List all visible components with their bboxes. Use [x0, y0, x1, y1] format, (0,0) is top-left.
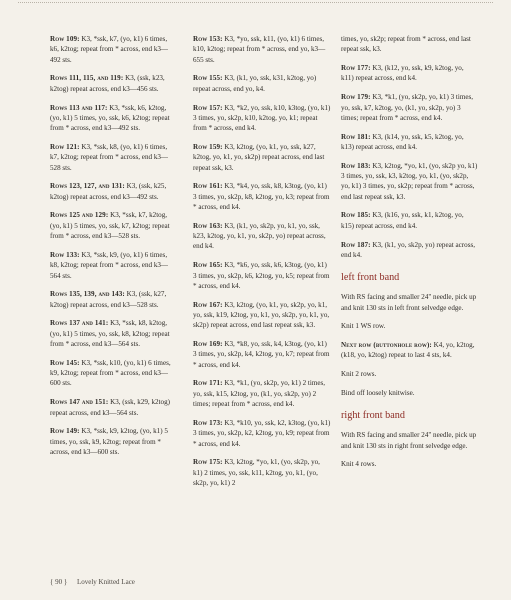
row-label: Row 181: — [341, 132, 371, 141]
column-3-pre — [341, 34, 478, 260]
section-left-front-band — [341, 292, 478, 398]
instruction-paragraph — [193, 142, 331, 173]
row-label: Row 163: — [193, 221, 223, 230]
row-text: K3, *k2, yo, ssk, k10, k3tog, (yo, k1) 3 times, yo, sk2p, k10, k2tog, yo, k1; repeat from * across, end k4. — [193, 103, 331, 133]
column-2 — [193, 34, 331, 497]
row-text: K3, *ssk, k9, k2tog, (yo, k1) 5 times, yo, ssk, k9, k2tog; repeat from * across, end k3—600 sts. — [50, 427, 168, 456]
row-text: K3, *k6, yo, ssk, k6, k3tog, (yo, k1) 3 times, yo, sk2p, k6, k2tog, yo, k5; repeat from * across, end k4. — [193, 261, 330, 290]
row-label: Rows 113 and 117: — [50, 103, 108, 112]
row-label: Row 171: — [193, 379, 223, 388]
instruction-paragraph — [193, 457, 331, 488]
row-text: times, yo, sk2p; repeat from * across, end last repeat ssk, k3. — [341, 35, 471, 54]
row-text: K3, k2tog, (yo, k1, yo, sk2p, yo, k1, yo, ssk, k19, k2tog, yo, k1, yo, sk2p, yo, k1, yo, sk2p) repeat across, end last repeat ssk, k3. — [193, 300, 330, 330]
instruction-paragraph — [193, 378, 331, 409]
row-label: Rows 137 and 141: — [50, 319, 109, 328]
row-label: Row 167: — [193, 300, 223, 309]
instruction-paragraph — [50, 181, 174, 202]
instruction-paragraph — [50, 289, 174, 310]
top-divider — [18, 2, 493, 3]
row-label: Row 155: — [193, 74, 223, 83]
row-text: K3, (k1, yo, sk2p, yo, k1, yo, ssk, k23, k2tog, yo, k1, yo, sk2p, yo) repeat across, end k4. — [193, 221, 326, 251]
instruction-paragraph — [341, 292, 478, 313]
instruction-paragraph — [193, 221, 331, 252]
row-text: With RS facing and smaller 24" needle, pick up and knit 130 sts in left front selvedge edge. — [341, 293, 477, 312]
row-text: K3, (ssk, k25, k2tog) repeat across, end k3—492 sts. — [50, 182, 167, 201]
instruction-paragraph — [341, 459, 478, 469]
page-number: { 90 } — [50, 578, 68, 586]
instruction-paragraph — [341, 34, 478, 55]
instruction-paragraph — [341, 240, 478, 261]
row-text: K3, *k10, yo, ssk, k2, k3tog, (yo, k1) 3 times, yo, sk2p, k2, k2tog, yo, k9; repeat from * across, end k4. — [193, 418, 331, 448]
row-label: Row 185: — [341, 211, 371, 220]
row-label: Next row (buttonhole row): — [341, 341, 432, 349]
row-label: Row 149: — [50, 427, 80, 436]
row-label: Row 165: — [193, 261, 223, 270]
row-text: K3, *k1, (yo, sk2p, yo, k1) 2 times, yo, ssk, k15, k2tog, yo, (k1, yo, sk2p, yo) 2 times; repeat from * across, end k4. — [193, 379, 326, 409]
footer — [50, 578, 135, 586]
instruction-paragraph — [193, 34, 331, 65]
instruction-paragraph — [341, 430, 478, 451]
row-label: Row 133: — [50, 250, 80, 259]
instruction-paragraph — [50, 73, 174, 94]
row-text: K3, (ssk, k29, k2tog) repeat across, end k3—564 sts. — [50, 398, 170, 417]
row-text: Knit 1 WS row. — [341, 322, 386, 331]
instruction-paragraph — [341, 321, 478, 331]
instruction-paragraph — [50, 426, 174, 457]
instruction-paragraph — [50, 250, 174, 281]
row-text: K3, *ssk, k10, (yo, k1) 6 times, k9, k2tog; repeat from * across, end k3—600 sts. — [50, 358, 171, 388]
row-label: Row 153: — [193, 35, 223, 43]
row-text: K3, *ssk, k6, k2tog, (yo, k1) 5 times, yo, ssk, k6, k2tog; repeat from * across, end k3—492 sts. — [50, 103, 170, 133]
instruction-paragraph — [341, 388, 478, 398]
column-1 — [50, 34, 174, 466]
row-text: K3, (k1, yo, ssk, k31, k2tog, yo) repeat across, end yo, k4. — [193, 74, 317, 93]
book-title: Lovely Knitted Lace — [76, 578, 135, 586]
row-text: K3, (ssk, k27, k2tog) repeat across, end k3—528 sts. — [50, 290, 167, 309]
instruction-paragraph — [341, 210, 478, 231]
row-text: K3, *ssk, k9, (yo, k1) 6 times, k8, k2tog; repeat from * across, end k3—564 sts. — [50, 250, 169, 280]
row-text: K4, yo, k2tog, (k18, yo, k2tog) repeat to last 4 sts, k4. — [341, 341, 475, 360]
instruction-paragraph — [193, 418, 331, 449]
instruction-paragraph — [341, 340, 478, 361]
row-text: K3, *ssk, k8, k2tog, (yo, k1) 5 times, yo, ssk, k8, k2tog; repeat from * across, end k3—564 sts. — [50, 319, 170, 349]
row-label: Rows 111, 115, and 119: — [50, 74, 124, 83]
row-text: K3, k2tog, *yo, k1, (yo, sk2p yo, k1) 3 times, yo, ssk, k3, k2tog, yo, k1, (yo, sk2p, yo, k1) 3 times, yo, sk2p; repeat from * across, end last repeat ssk, k3. — [341, 161, 478, 201]
row-label: Rows 147 and 151: — [50, 398, 109, 407]
row-label: Row 169: — [193, 340, 223, 349]
column-3 — [341, 34, 478, 478]
instruction-paragraph — [50, 142, 174, 173]
row-text: K3, *yo, ssk, k11, (yo, k1) 6 times, k10, k2tog; repeat from * across, end yo, k3—655 sts. — [193, 35, 326, 64]
row-label: Row 179: — [341, 93, 371, 102]
row-label: Row 177: — [341, 64, 371, 73]
row-label: Row 109: — [50, 35, 80, 43]
instruction-paragraph — [50, 210, 174, 241]
instruction-paragraph — [50, 358, 174, 389]
row-label: Row 183: — [341, 161, 371, 170]
row-text: Knit 4 rows. — [341, 460, 377, 469]
row-text: With RS facing and smaller 24" needle, pick up and knit 130 sts in right front selvedge edge. — [341, 431, 477, 450]
instruction-paragraph — [341, 369, 478, 379]
row-text: K3, k2tog, *yo, k1, (yo, sk2p, yo, k1) 2 times, yo, ssk, k11, k2tog, yo, k1, (yo, sk2p, yo, k1) 2 — [193, 458, 320, 487]
row-label: Row 187: — [341, 240, 371, 249]
instruction-paragraph — [341, 63, 478, 84]
instruction-paragraph — [50, 103, 174, 134]
row-text: K3, k2tog, (yo, k1, yo, ssk, k27, k2tog, yo, k1, yo, sk2p) repeat across, end last repeat ssk, k3. — [193, 142, 325, 172]
row-label: Row 173: — [193, 418, 223, 427]
row-text: K3, *ssk, k8, (yo, k1) 6 times, k7, k2tog; repeat from * across, end k3—528 sts. — [50, 142, 169, 172]
instruction-paragraph — [341, 132, 478, 153]
row-text: K3, (k14, yo, ssk, k5, k2tog, yo, k13) repeat across, end k4. — [341, 132, 464, 151]
row-text: Bind off loosely knitwise. — [341, 388, 415, 397]
row-label: Rows 123, 127, and 131: — [50, 182, 125, 191]
row-text: K3, *ssk, k7, (yo, k1) 6 times, k6, k2tog; repeat from * across, end k3—492 sts. — [50, 35, 169, 64]
instruction-paragraph — [193, 260, 331, 291]
row-label: Row 161: — [193, 182, 223, 191]
row-label: Rows 125 and 129: — [50, 211, 109, 220]
row-text: K3, (k12, yo, ssk, k9, k2tog, yo, k11) repeat across, end k4. — [341, 64, 464, 83]
section-right-front-band — [341, 430, 478, 469]
row-text: Knit 2 rows. — [341, 370, 377, 379]
row-text: K3, *ssk, k7, k2tog, (yo, k1) 5 times, yo, ssk, k7, k2tog; repeat from * across, end k3—528 sts. — [50, 211, 170, 241]
instruction-paragraph — [193, 73, 331, 94]
section-heading-right-front-band: right front band — [341, 410, 405, 422]
instruction-paragraph — [341, 161, 478, 202]
instruction-paragraph — [193, 339, 331, 370]
row-text: K3, *k1, (yo, sk2p, yo, k1) 3 times, yo, ssk, k7, k2tog, yo, (k1, yo, sk2p, yo) 3 times; repeat from * across, end k4. — [341, 93, 474, 122]
instruction-paragraph — [50, 34, 174, 65]
instruction-paragraph — [50, 397, 174, 418]
row-label: Rows 135, 139, and 143: — [50, 290, 125, 299]
instruction-paragraph — [193, 300, 331, 331]
row-label: Row 121: — [50, 142, 80, 151]
instruction-paragraph — [341, 92, 478, 123]
section-heading-left-front-band: left front band — [341, 272, 400, 284]
row-text: K3, (ssk, k23, k2tog) repeat across, end k3—456 sts. — [50, 74, 165, 93]
row-label: Row 145: — [50, 358, 80, 367]
row-text: K3, *k8, yo, ssk, k4, k3tog, (yo, k1) 3 times, yo, sk2p, k4, k2tog, yo, k7; repeat from * across, end k4. — [193, 340, 330, 369]
instruction-paragraph — [193, 181, 331, 212]
row-text: K3, *k4, yo, ssk, k8, k3tog, (yo, k1) 3 times, yo, sk2p, k8, k2tog, yo, k3; repeat from * across, end k4. — [193, 182, 330, 212]
instruction-paragraph — [50, 318, 174, 349]
row-text: K3, (k16, yo, ssk, k1, k2tog, yo, k15) repeat across, end k4. — [341, 211, 464, 230]
row-label: Row 175: — [193, 458, 223, 467]
row-label: Row 157: — [193, 103, 223, 112]
instruction-paragraph — [193, 103, 331, 134]
row-label: Row 159: — [193, 142, 223, 151]
row-text: K3, (k1, yo, sk2p, yo) repeat across, end k4. — [341, 240, 476, 259]
